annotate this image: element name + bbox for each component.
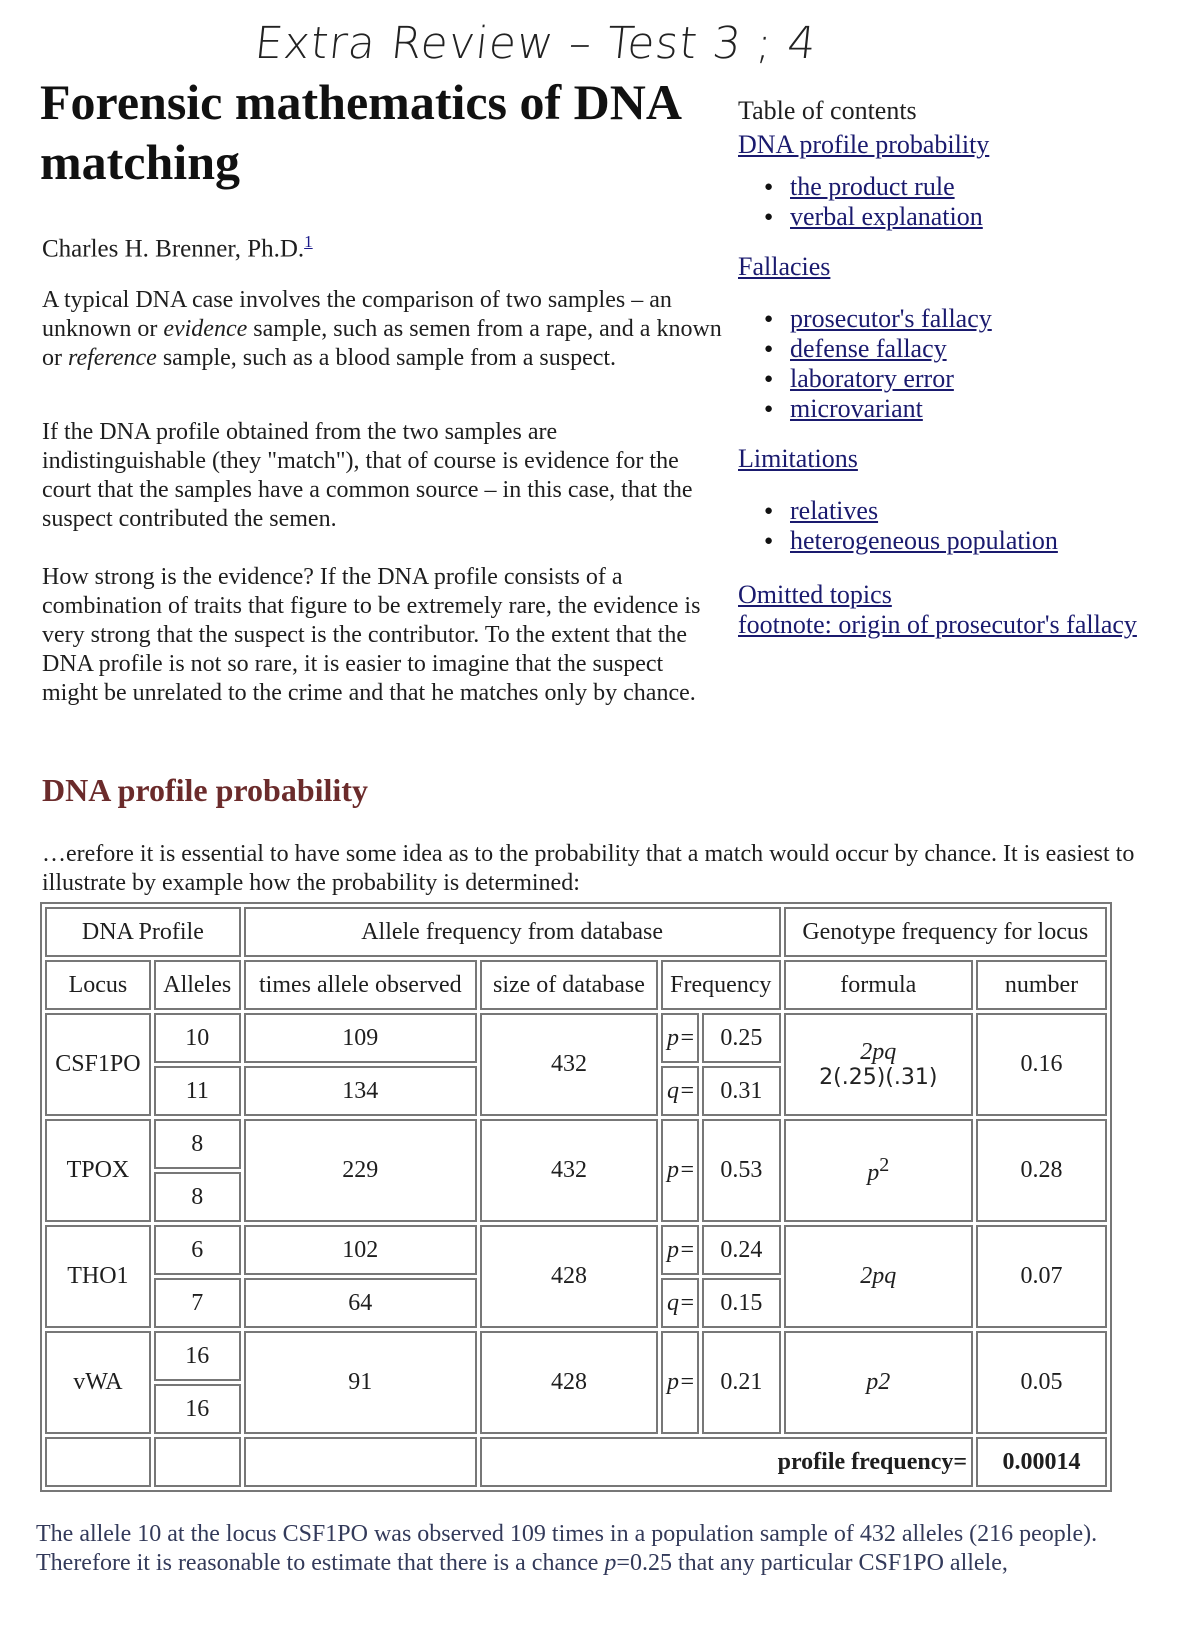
header-allele-frequency: Allele frequency from database [244, 907, 781, 957]
toc-link-defense-fallacy[interactable]: defense fallacy [790, 334, 947, 363]
toc-link-product-rule[interactable]: the product rule [790, 172, 955, 201]
paragraph-2: If the DNA profile obtained from the two samples are indistinguishable (they "match"), that of course is evidence for the court that the samples have a common source – in this case, that the suspect contributed the semen. [42, 419, 693, 532]
formula-cell: p2 [784, 1331, 974, 1434]
profile-frequency-label: profile frequency= [480, 1437, 973, 1487]
toc-list-item [790, 394, 1178, 424]
number-cell: 0.28 [976, 1119, 1107, 1222]
header-locus: Locus [45, 960, 151, 1010]
allele-cell: 16 [154, 1331, 241, 1381]
handwritten-formula-note: 2(.25)(.31) [819, 1065, 938, 1090]
freq-label-cell: p= [661, 1331, 699, 1434]
freq-value-cell: 0.21 [702, 1331, 780, 1434]
toc-link-omitted-topics[interactable]: Omitted topics [738, 580, 892, 609]
toc-list-item [790, 526, 1178, 556]
formula-cell: $p^2$ [784, 1119, 974, 1222]
toc-link-footnote-origin[interactable]: footnote: origin of prosecutor's fallacy [738, 610, 1137, 639]
locus-cell: THO1 [45, 1225, 151, 1328]
toc-list-dna-profile [738, 172, 1178, 232]
size-cell: 428 [480, 1331, 658, 1434]
formula-cell: 2pq 2(.25)(.31) [784, 1013, 974, 1116]
number-cell: 0.16 [976, 1013, 1107, 1116]
table-row [45, 1013, 1107, 1063]
toc-link-prosecutors-fallacy[interactable]: prosecutor's fallacy [790, 304, 992, 333]
toc-link-verbal-explanation[interactable]: verbal explanation [790, 202, 983, 231]
times-cell: 109 [244, 1013, 477, 1063]
toc-list-limitations [738, 496, 1178, 556]
allele-cell: 6 [154, 1225, 241, 1275]
table-row [45, 1119, 1107, 1169]
locus-cell: vWA [45, 1331, 151, 1434]
times-cell: 91 [244, 1331, 477, 1434]
times-cell: 134 [244, 1066, 477, 1116]
profile-frequency-row [45, 1437, 1107, 1487]
allele-cell: 10 [154, 1013, 241, 1063]
toc-heading: Table of contents [738, 96, 917, 125]
freq-value-cell: 0.25 [702, 1013, 780, 1063]
header-genotype-frequency: Genotype frequency for locus [784, 907, 1107, 957]
toc-link-dna-profile-probability[interactable]: DNA profile probability [738, 130, 990, 159]
freq-label-cell: q= [661, 1066, 699, 1116]
paragraph-3: How strong is the evidence? If the DNA profile consists of a combination of traits that figure to be extremely rare, the evidence is very strong that the suspect is the contributor. To the extent that the DNA profile is not so rare, it is easier to imagine that the suspect might be unrelated to the crime and that he matches only by chance. [42, 564, 701, 706]
table-header-row [45, 960, 1107, 1010]
allele-cell: 7 [154, 1278, 241, 1328]
table-row [45, 1331, 1107, 1381]
table-group-header-row [45, 907, 1107, 957]
allele-cell: 11 [154, 1066, 241, 1116]
footnote-ref-link[interactable]: 1 [304, 232, 313, 251]
locus-cell: TPOX [45, 1119, 151, 1222]
table-row [45, 1225, 1107, 1275]
header-alleles: Alleles [154, 960, 241, 1010]
number-cell: 0.07 [976, 1225, 1107, 1328]
profile-frequency-value: 0.00014 [976, 1437, 1107, 1487]
bottom-paragraph: The allele 10 at the locus CSF1PO was observed 109 times in a population sample of 432 alleles (216 people). Therefore it is reasonable to estimate that there is a chance p=0.25 that any particular CSF1PO allele, [36, 1521, 1098, 1576]
header-dna-profile: DNA Profile [45, 907, 241, 957]
toc-link-heterogeneous-population[interactable]: heterogeneous population [790, 526, 1058, 555]
dna-profile-table [40, 902, 1112, 1492]
toc-list-item [790, 496, 1178, 526]
author-line [42, 232, 313, 263]
intro-paragraph: …erefore it is essential to have some idea as to the probability that a match would occur by chance. It is easiest to illustrate by example how the probability is determined: [42, 841, 1135, 896]
table-of-contents [738, 96, 1178, 640]
size-cell: 432 [480, 1119, 658, 1222]
toc-list-item [790, 304, 1178, 334]
toc-list-item [790, 202, 1178, 232]
toc-link-limitations[interactable]: Limitations [738, 444, 858, 473]
toc-list-fallacies [738, 304, 1178, 424]
freq-label-cell: q= [661, 1278, 699, 1328]
times-cell: 64 [244, 1278, 477, 1328]
formula-cell: 2pq [784, 1225, 974, 1328]
allele-cell: 8 [154, 1172, 241, 1222]
paragraph-1: A typical DNA case involves the comparison of two samples – an unknown or evidence sample, such as semen from a rape, and a known or reference sample, such as a blood sample from a suspect. [42, 287, 722, 371]
header-frequency: Frequency [661, 960, 781, 1010]
locus-cell: CSF1PO [45, 1013, 151, 1116]
toc-link-microvariant[interactable]: microvariant [790, 394, 923, 423]
toc-link-laboratory-error[interactable]: laboratory error [790, 364, 954, 393]
freq-label-cell: p= [661, 1013, 699, 1063]
section-heading: DNA profile probability [42, 772, 368, 808]
page-title: Forensic mathematics of DNA matching [40, 74, 680, 190]
size-cell: 432 [480, 1013, 658, 1116]
freq-value-cell: 0.15 [702, 1278, 780, 1328]
allele-cell: 16 [154, 1384, 241, 1434]
size-cell: 428 [480, 1225, 658, 1328]
header-times-observed: times allele observed [244, 960, 477, 1010]
header-number: number [976, 960, 1107, 1010]
header-database-size: size of database [480, 960, 658, 1010]
freq-value-cell: 0.53 [702, 1119, 780, 1222]
header-formula: formula [784, 960, 974, 1010]
toc-link-fallacies[interactable]: Fallacies [738, 252, 831, 281]
times-cell: 102 [244, 1225, 477, 1275]
toc-list-item [790, 334, 1178, 364]
handwritten-header: Extra Review – Test 3 ; 4 [252, 18, 820, 69]
allele-cell: 8 [154, 1119, 241, 1169]
freq-label-cell: p= [661, 1225, 699, 1275]
times-cell: 229 [244, 1119, 477, 1222]
freq-value-cell: 0.31 [702, 1066, 780, 1116]
toc-list-item [790, 172, 1178, 202]
toc-link-relatives[interactable]: relatives [790, 496, 879, 525]
toc-list-item [790, 364, 1178, 394]
number-cell: 0.05 [976, 1331, 1107, 1434]
freq-label-cell: p= [661, 1119, 699, 1222]
freq-value-cell: 0.24 [702, 1225, 780, 1275]
author-name: Charles H. Brenner, Ph.D. [42, 235, 305, 263]
